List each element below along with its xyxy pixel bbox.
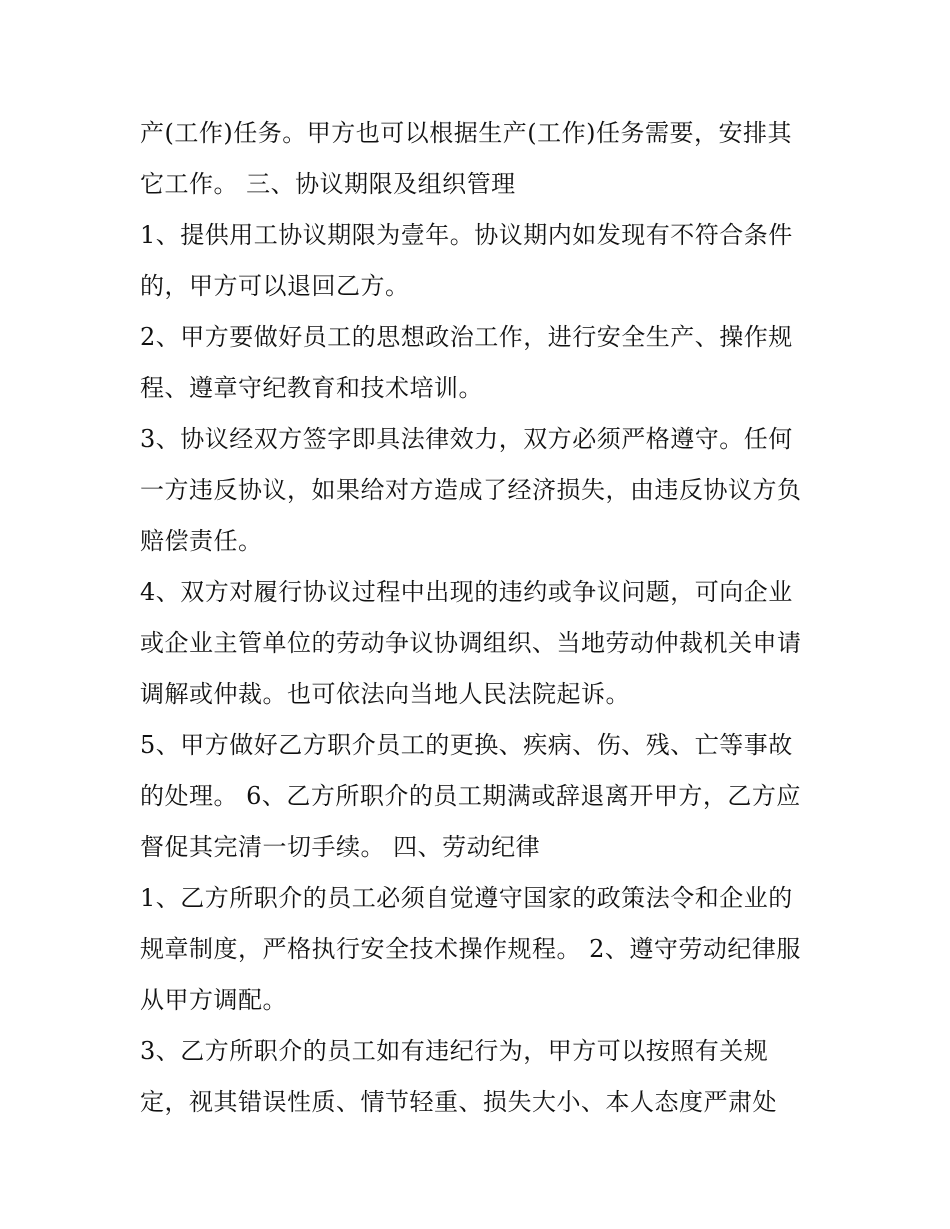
document-line: 2、甲方要做好员工的思想政治工作，进行安全生产、操作规 <box>140 323 793 351</box>
document-line: 3、协议经双方签字即具法律效力，双方必须严格遵守。任何 <box>140 425 793 453</box>
document-line: 1、乙方所职介的员工必须自觉遵守国家的政策法令和企业的 <box>140 884 793 912</box>
document-line: 1、提供用工协议期限为壹年。协议期内如发现有不符合条件 <box>140 221 793 249</box>
document-line: 一方违反协议，如果给对方造成了经济损失，由违反协议方负 <box>140 476 802 504</box>
document-line: 或企业主管单位的劳动争议协调组织、当地劳动仲裁机关申请 <box>140 629 802 657</box>
document-line: 它工作。 三、协议期限及组织管理 <box>140 170 516 198</box>
document-line: 规章制度，严格执行安全技术操作规程。 2、遵守劳动纪律服 <box>140 935 801 963</box>
document-line: 的处理。 6、乙方所职介的员工期满或辞退离开甲方，乙方应 <box>140 782 801 810</box>
document-line: 从甲方调配。 <box>140 986 287 1014</box>
document-line: 督促其完清一切手续。 四、劳动纪律 <box>140 833 541 861</box>
document-line: 的，甲方可以退回乙方。 <box>140 272 410 300</box>
document-line: 赔偿责任。 <box>140 527 263 555</box>
document-line: 调解或仲裁。也可依法向当地人民法院起诉。 <box>140 680 630 708</box>
document-line: 5、甲方做好乙方职介员工的更换、疾病、伤、残、亡等事故 <box>140 731 793 759</box>
document-line: 产(工作)任务。甲方也可以根据生产(工作)任务需要，安排其 <box>140 119 792 147</box>
document-line: 4、双方对履行协议过程中出现的违约或争议问题，可向企业 <box>140 578 793 606</box>
document-line: 3、乙方所职介的员工如有违纪行为，甲方可以按照有关规 <box>140 1037 769 1065</box>
document-line: 定，视其错误性质、情节轻重、损失大小、本人态度严肃处 <box>140 1088 777 1116</box>
document-body <box>140 108 830 1128</box>
document-line: 程、遵章守纪教育和技术培训。 <box>140 374 483 402</box>
